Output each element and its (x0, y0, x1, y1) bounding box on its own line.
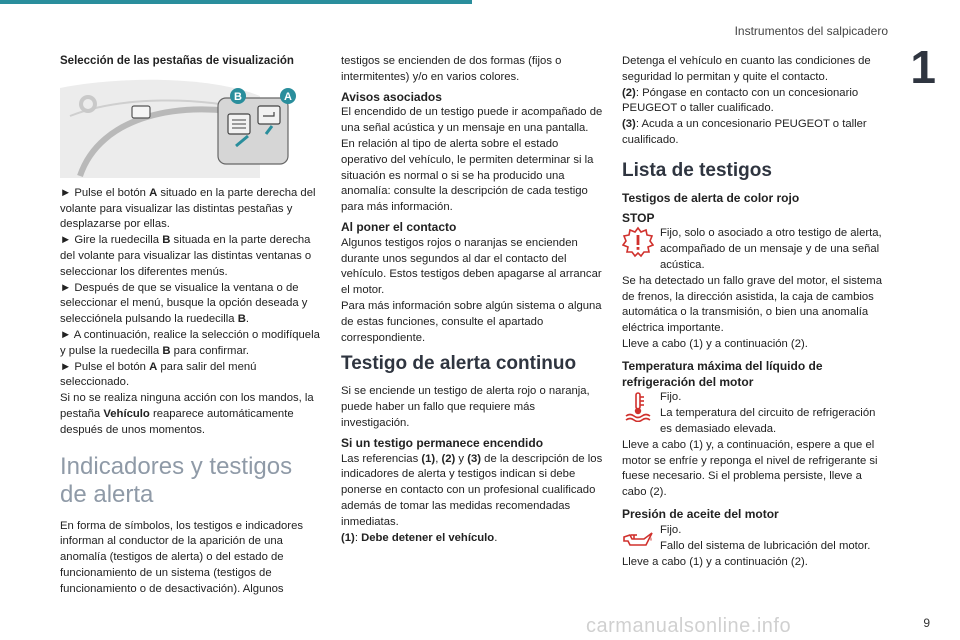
label-b-text: B (234, 90, 242, 103)
header-title: Instrumentos del salpicadero (734, 24, 888, 38)
oil-desc-2: Fallo del sistema de lubricación del motor. (660, 539, 871, 552)
step-1: ► Pulse el botón A situado en la parte derecha del volante para visualizar las distintas pestañas y desplazarse por ellas. (60, 186, 316, 231)
colors-paragraph: testigos se encienden de dos formas (fijos o intermitentes) y/o en varios colores. (341, 55, 562, 83)
header-accent-bar (0, 0, 472, 4)
heading-rojo: Testigos de alerta de color rojo (622, 190, 800, 205)
step-3: ► Después de que se visualice la ventana o de seleccionar el menú, busque la opción deseada y selecciónela pulsando la ruedecilla B. (60, 281, 308, 326)
stop-title: STOP (622, 210, 655, 225)
heading-seleccion: Selección de las pestañas de visualización (60, 55, 294, 67)
indicadores-intro: En forma de símbolos, los testigos e indicadores informan al conductor de la aparición de una anomalía (testigos de alerta) o del estado de funcionamiento de un sistema (testigos de funcionamiento o de desactivación). Algunos (60, 519, 304, 595)
column-1 (60, 54, 325, 598)
coolant-desc-1: Fijo. (660, 391, 682, 404)
column-2 (341, 54, 606, 546)
steering-wheel-figure (60, 76, 325, 178)
page-number: 9 (923, 616, 930, 630)
heading-testigo-continuo: Testigo de alerta continuo (341, 353, 577, 375)
chapter-number: 1 (910, 41, 936, 93)
heading-lista-testigos: Lista de testigos (622, 159, 772, 181)
oil-pressure-icon (622, 523, 654, 555)
stop-desc-1: Fijo, solo o asociado a otro testigo de alerta, acompañado de un mensaje y de una señal acústica. (660, 227, 882, 271)
left-control-button-icon (132, 106, 150, 118)
avisos-p1: El encendido de un testigo puede ir acompañado de una señal acústica y un mensaje en una pantalla. (341, 106, 603, 135)
peugeot-logo-icon (79, 95, 97, 113)
continuo-p1: Si se enciende un testigo de alerta rojo o naranja, puede haber un fallo que requiere más investigación. (341, 385, 590, 429)
steering-wheel-illustration (60, 76, 325, 178)
watermark: carmanualsonline.info (586, 615, 792, 637)
stop-entry (622, 226, 887, 273)
reference-3: (3): Acuda a un concesionario PEUGEOT o taller cualificado. (622, 118, 867, 146)
oil-desc-3: Lleve a cabo (1) y a continuación (2). (622, 555, 808, 568)
stop-desc-2: Se ha detectado un fallo grave del motor, el sistema de frenos, la dirección asistida, la caja de cambios automática o la transmisión, o bien una anomalía eléctrica importante. (622, 274, 882, 335)
reference-2: (2): Póngase en contacto con un concesionario PEUGEOT o taller cualificado. (622, 86, 859, 115)
oil-desc-1: Fijo. (660, 523, 682, 536)
coolant-desc-2: La temperatura del circuito de refrigeración es demasiado elevada. (660, 407, 876, 435)
stop-desc-3: Lleve a cabo (1) y a continuación (2). (622, 337, 808, 350)
stop-warning-icon (622, 226, 654, 258)
contacto-p2: Para más información sobre algún sistema o alguna de estas funciones, consulte el apartado correspondiente. (341, 299, 602, 344)
oil-entry (622, 523, 887, 555)
heading-encendido: Si un testigo permanece encendido (341, 435, 544, 450)
contacto-p1: Algunos testigos rojos o naranjas se encienden durante unos segundos al dar el contacto del vehículo. Estos testigos deben apagarse al arrancar el motor. (341, 236, 602, 297)
coolant-title: Temperatura máxima del líquido de refrigeración del motor (622, 358, 823, 389)
timeout-note: Si no se realiza ninguna acción con los mandos, la pestaña Vehículo reaparece automáticamente después de unos momentos. (60, 392, 314, 436)
coolant-entry (622, 390, 887, 437)
step-5: ► Pulse el botón A para salir del menú seleccionado. (60, 360, 257, 389)
coolant-desc-3: Lleve a cabo (1) y, a continuación, espere a que el motor se enfríe y reponga el nivel de refrigerante si fuese necesario. Si el problema persiste, lleve a cabo (2). (622, 438, 878, 499)
coolant-temperature-icon (622, 390, 654, 422)
section-title-indicadores: Indicadores y testigos de alerta (60, 452, 293, 508)
button-a-icon (258, 106, 280, 124)
reference-1: (1): Debe detener el vehículo. (341, 531, 498, 544)
reference-1-continued: Detenga el vehículo en cuanto las condiciones de seguridad lo permitan y quite el contacto. (622, 55, 871, 83)
step-4: ► A continuación, realice la selección o modifíquela y pulse la ruedecilla B para confirmar. (60, 328, 320, 357)
oil-title: Presión de aceite del motor (622, 506, 779, 521)
references-paragraph: Las referencias (1), (2) y (3) de la descripción de los indicadores de alerta y testigos indican si debe ponerse en contacto con un profesional cualificado además de tomar las medidas recomendadas inmediatas. (341, 452, 603, 528)
label-a-text: A (284, 90, 292, 103)
heading-avisos: Avisos asociados (341, 89, 442, 104)
column-3 (622, 54, 887, 571)
step-2: ► Gire la ruedecilla B situada en la parte derecha del volante para visualizar las distintas ventanas o seleccionar los diferentes menús. (60, 234, 312, 278)
avisos-p2: En relación al tipo de alerta sobre el estado operativo del vehículo, le permiten determinar si la situación es normal o si se ha producido una anomalía: consulte la descripción de cada testigo para más información. (341, 137, 594, 214)
heading-contacto: Al poner el contacto (341, 219, 457, 234)
